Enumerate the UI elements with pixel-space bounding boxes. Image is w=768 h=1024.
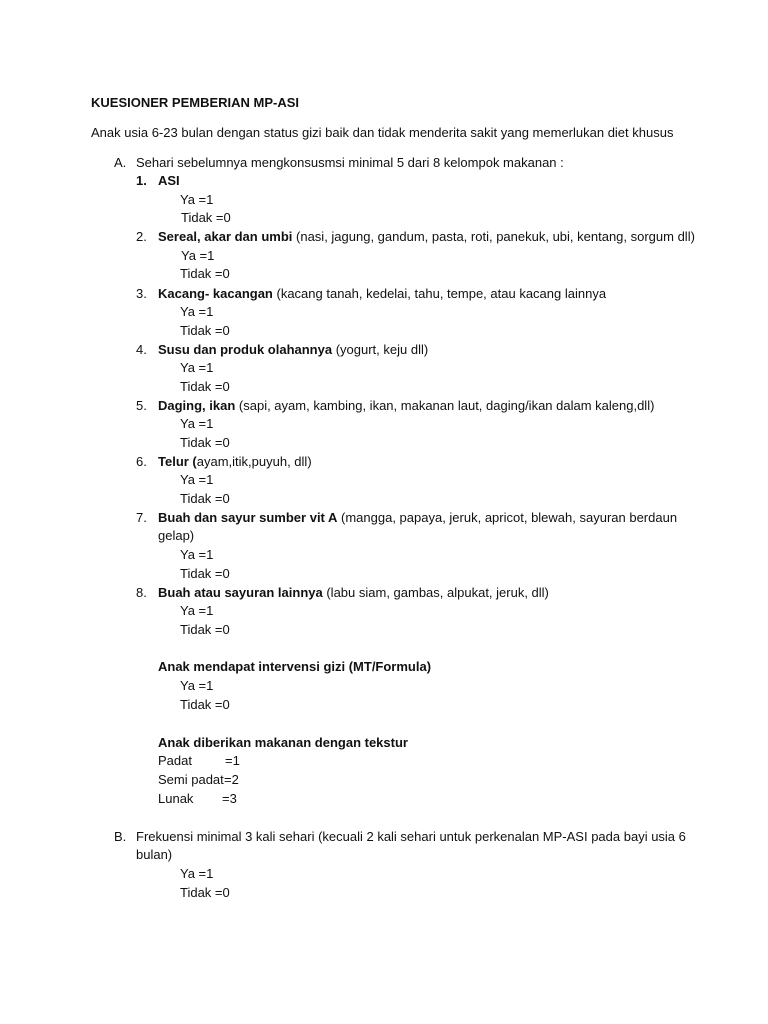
tekstur-option-value: =1 xyxy=(225,753,240,768)
option-no: Tidak =0 xyxy=(180,435,230,450)
item-heading: Sereal, akar dan umbi (nasi, jagung, gandum, pasta, roti, panekuk, ubi, kentang, sorgum dll) xyxy=(158,229,695,244)
tekstur-option-label: Semi padat xyxy=(158,772,224,787)
item-heading: Telur (ayam,itik,puyuh, dll) xyxy=(158,454,312,469)
item-number: 2. xyxy=(136,229,147,244)
option-no: Tidak =0 xyxy=(181,210,231,225)
tekstur-option-value: =3 xyxy=(222,791,237,806)
option-no: Tidak =0 xyxy=(180,697,230,712)
item-number: 5. xyxy=(136,398,147,413)
item-heading: Buah atau sayuran lainnya (labu siam, gambas, alpukat, jeruk, dll) xyxy=(158,585,549,600)
option-yes: Ya =1 xyxy=(180,304,214,319)
page-title: KUESIONER PEMBERIAN MP-ASI xyxy=(91,95,300,110)
item-number: 8. xyxy=(136,585,147,600)
item-number: 7. xyxy=(136,510,147,525)
section-b-text: Frekuensi minimal 3 kali sehari (kecuali 2 kali sehari untuk perkenalan MP-ASI pada bayi usia 6 xyxy=(136,829,686,844)
option-no: Tidak =0 xyxy=(180,885,230,900)
item-number: 1. xyxy=(136,173,147,188)
option-no: Tidak =0 xyxy=(180,491,230,506)
tekstur-option-label: Lunak xyxy=(158,791,194,806)
item-heading: Daging, ikan (sapi, ayam, kambing, ikan, makanan laut, daging/ikan dalam kaleng,dll) xyxy=(158,398,655,413)
option-yes: Ya =1 xyxy=(180,678,214,693)
option-yes: Ya =1 xyxy=(180,866,214,881)
option-yes: Ya =1 xyxy=(180,472,214,487)
option-yes: Ya =1 xyxy=(180,603,214,618)
item-heading-continued: gelap) xyxy=(158,528,195,543)
option-no: Tidak =0 xyxy=(180,622,230,637)
section-b-marker: B. xyxy=(114,829,127,844)
item-heading: Buah dan sayur sumber vit A (mangga, papaya, jeruk, apricot, blewah, sayuran berdaun xyxy=(158,510,678,525)
item-number: 3. xyxy=(136,286,147,301)
section-a-marker: A. xyxy=(114,155,127,170)
item-heading: Kacang- kacangan (kacang tanah, kedelai, tahu, tempe, atau kacang lainnya xyxy=(158,286,607,301)
option-no: Tidak =0 xyxy=(180,566,230,581)
option-yes: Ya =1 xyxy=(181,248,215,263)
option-yes: Ya =1 xyxy=(180,360,214,375)
option-no: Tidak =0 xyxy=(180,266,230,281)
option-yes: Ya =1 xyxy=(180,192,214,207)
item-heading: ASI xyxy=(158,173,180,188)
option-yes: Ya =1 xyxy=(180,416,214,431)
item-number: 6. xyxy=(136,454,147,469)
intervensi-heading: Anak mendapat intervensi gizi (MT/Formula) xyxy=(158,659,432,674)
option-no: Tidak =0 xyxy=(180,323,230,338)
option-yes: Ya =1 xyxy=(180,547,214,562)
option-no: Tidak =0 xyxy=(180,379,230,394)
intro-text: Anak usia 6-23 bulan dengan status gizi baik dan tidak menderita sakit yang memerlukan diet khusus xyxy=(91,125,674,140)
item-number: 4. xyxy=(136,342,147,357)
tekstur-heading: Anak diberikan makanan dengan tekstur xyxy=(158,735,408,750)
tekstur-option-value: =2 xyxy=(224,772,239,787)
section-b-text-continued: bulan) xyxy=(136,847,173,862)
section-a-text: Sehari sebelumnya mengkonsusmsi minimal 5 dari 8 kelompok makanan : xyxy=(136,155,564,170)
tekstur-option-label: Padat xyxy=(158,753,192,768)
item-heading: Susu dan produk olahannya (yogurt, keju dll) xyxy=(158,342,429,357)
